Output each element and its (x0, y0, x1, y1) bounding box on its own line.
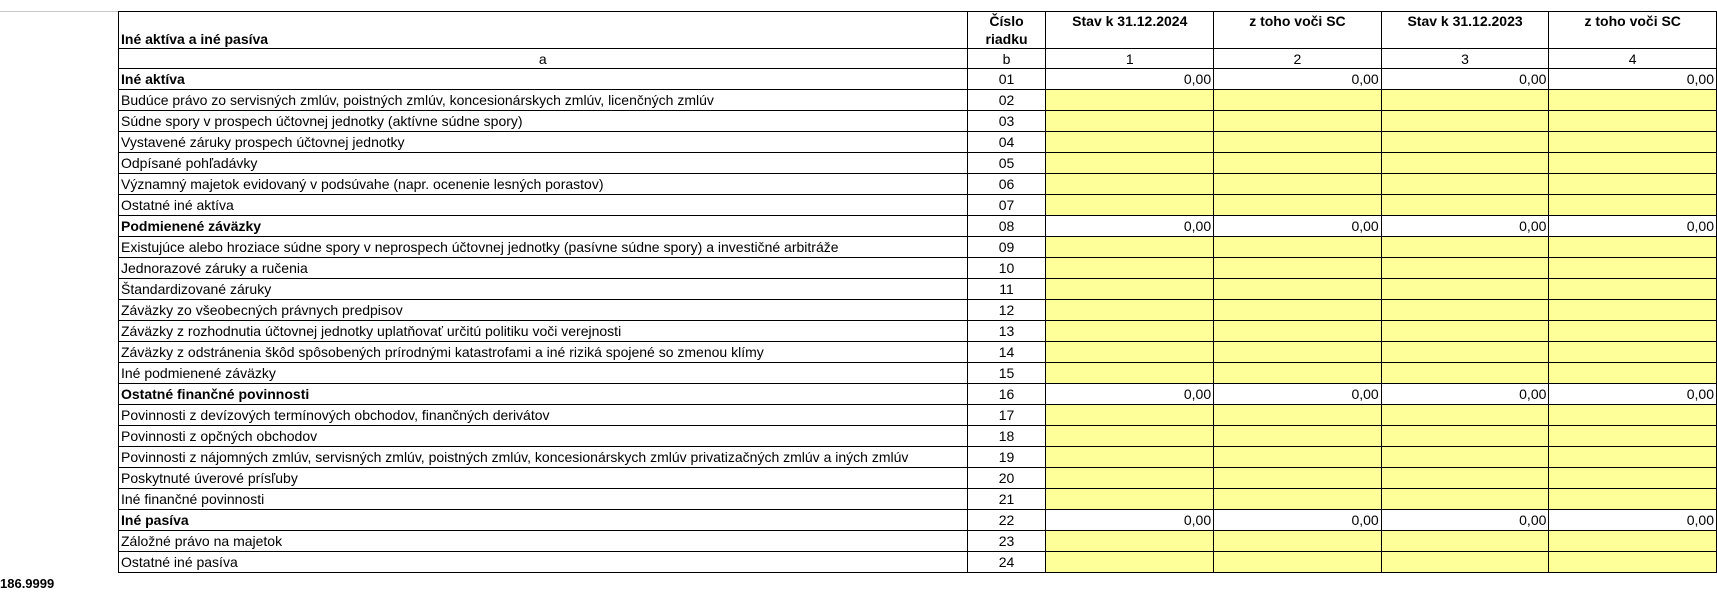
value-cell-col4[interactable] (1549, 552, 1717, 573)
value-cell-col4[interactable] (1549, 258, 1717, 279)
value-cell-col2[interactable] (1214, 132, 1382, 153)
value-cell-col2[interactable] (1214, 426, 1382, 447)
table-row (119, 195, 1717, 216)
row-number-cell[interactable]: 18 (967, 426, 1046, 447)
row-label-cell[interactable]: Významný majetok evidovaný v podsúvahe (napr. ocenenie lesných porastov) (119, 174, 968, 195)
value-cell-col4[interactable] (1549, 405, 1717, 426)
value-cell-col3[interactable] (1381, 531, 1549, 552)
table-row (119, 111, 1717, 132)
value-cell-col1[interactable] (1046, 237, 1214, 258)
value-cell-col2[interactable] (1214, 468, 1382, 489)
value-cell-col1[interactable] (1046, 342, 1214, 363)
value-cell-col4[interactable] (1549, 321, 1717, 342)
row-number-cell[interactable]: 23 (967, 531, 1046, 552)
row-number-cell[interactable]: 05 (967, 153, 1046, 174)
row-label-cell[interactable]: Záväzky z odstránenia škôd spôsobených prírodnými katastrofami a iné riziká spojené so zmenou klímy (119, 342, 968, 363)
value-cell-col3[interactable]: 0,00 (1381, 384, 1549, 405)
value-cell-col3[interactable] (1381, 132, 1549, 153)
row-number-cell[interactable]: 24 (967, 552, 1046, 573)
row-label-cell[interactable]: Odpísané pohľadávky (119, 153, 968, 174)
value-cell-col1[interactable] (1046, 426, 1214, 447)
row-number-cell[interactable]: 16 (967, 384, 1046, 405)
header-row-number-label: Číslo riadku (985, 13, 1028, 47)
row-number-cell[interactable]: 21 (967, 489, 1046, 510)
value-cell-col2[interactable]: 0,00 (1214, 384, 1382, 405)
row-label-cell[interactable]: Iné aktíva (119, 69, 968, 90)
table-row (119, 132, 1717, 153)
value-cell-col2[interactable] (1214, 153, 1382, 174)
value-cell-col2[interactable] (1214, 90, 1382, 111)
value-cell-col1[interactable]: 0,00 (1046, 384, 1214, 405)
table-row (119, 258, 1717, 279)
value-cell-col3[interactable] (1381, 258, 1549, 279)
value-cell-col1[interactable]: 0,00 (1046, 69, 1214, 90)
value-cell-col2[interactable] (1214, 237, 1382, 258)
column-letters-row (119, 49, 1717, 69)
value-cell-col1[interactable] (1046, 489, 1214, 510)
table-row (119, 489, 1717, 510)
row-label-cell[interactable]: Štandardizované záruky (119, 279, 968, 300)
value-cell-col2[interactable]: 0,00 (1214, 510, 1382, 531)
row-number-cell[interactable]: 08 (967, 216, 1046, 237)
row-label-cell[interactable]: Iné pasíva (119, 510, 968, 531)
table-row (119, 237, 1717, 258)
row-label-cell[interactable]: Súdne spory v prospech účtovnej jednotky (aktívne súdne spory) (119, 111, 968, 132)
value-cell-col1[interactable]: 0,00 (1046, 510, 1214, 531)
footer-value: 186.9999 (0, 576, 55, 591)
table-row (119, 447, 1717, 468)
value-cell-col4[interactable] (1549, 132, 1717, 153)
value-cell-col3[interactable] (1381, 489, 1549, 510)
header-row-number-cell[interactable] (967, 12, 1046, 49)
row-label-cell[interactable]: Existujúce alebo hroziace súdne spory v neprospech účtovnej jednotky (pasívne súdne spory) a investičné arbitráže (119, 237, 968, 258)
value-cell-col4[interactable] (1549, 195, 1717, 216)
table-row (119, 300, 1717, 321)
row-label-cell[interactable]: Jednorazové záruky a ručenia (119, 258, 968, 279)
table-row (119, 426, 1717, 447)
header-col2-cell[interactable]: z toho voči SC (1214, 12, 1382, 49)
value-cell-col1[interactable] (1046, 132, 1214, 153)
value-cell-col3[interactable] (1381, 153, 1549, 174)
row-number-cell[interactable]: 15 (967, 363, 1046, 384)
value-cell-col4[interactable] (1549, 468, 1717, 489)
value-cell-col2[interactable] (1214, 279, 1382, 300)
row-number-cell[interactable]: 10 (967, 258, 1046, 279)
value-cell-col1[interactable] (1046, 531, 1214, 552)
header-col1-cell[interactable]: Stav k 31.12.2024 (1046, 12, 1214, 49)
column-letter-4[interactable]: 4 (1549, 49, 1717, 69)
row-label-cell[interactable]: Záväzky zo všeobecných právnych predpisov (119, 300, 968, 321)
row-number-cell[interactable]: 14 (967, 342, 1046, 363)
row-label-cell[interactable]: Ostatné iné aktíva (119, 195, 968, 216)
value-cell-col4[interactable]: 0,00 (1549, 69, 1717, 90)
value-cell-col2[interactable] (1214, 531, 1382, 552)
value-cell-col2[interactable] (1214, 300, 1382, 321)
row-number-cell[interactable]: 13 (967, 321, 1046, 342)
column-letter-b[interactable]: b (967, 49, 1046, 69)
value-cell-col2[interactable] (1214, 195, 1382, 216)
row-number-cell[interactable]: 09 (967, 237, 1046, 258)
value-cell-col3[interactable] (1381, 300, 1549, 321)
row-number-cell[interactable]: 17 (967, 405, 1046, 426)
row-label-cell[interactable]: Poskytnuté úverové prísľuby (119, 468, 968, 489)
value-cell-col3[interactable] (1381, 237, 1549, 258)
row-label-cell[interactable]: Budúce právo zo servisných zmlúv, poistných zmlúv, koncesionárskych zmlúv, licenčných zmlúv (119, 90, 968, 111)
row-number-cell[interactable]: 11 (967, 279, 1046, 300)
value-cell-col4[interactable] (1549, 300, 1717, 321)
value-cell-col2[interactable] (1214, 489, 1382, 510)
value-cell-col1[interactable] (1046, 300, 1214, 321)
column-letter-1[interactable]: 1 (1046, 49, 1214, 69)
column-letter-2[interactable]: 2 (1214, 49, 1382, 69)
header-col3-cell[interactable]: Stav k 31.12.2023 (1381, 12, 1549, 49)
value-cell-col4[interactable] (1549, 111, 1717, 132)
value-cell-col1[interactable] (1046, 447, 1214, 468)
value-cell-col1[interactable] (1046, 90, 1214, 111)
row-label-cell[interactable]: Iné podmienené záväzky (119, 363, 968, 384)
value-cell-col3[interactable]: 0,00 (1381, 69, 1549, 90)
value-cell-col2[interactable] (1214, 174, 1382, 195)
table-row (119, 321, 1717, 342)
value-cell-col4[interactable] (1549, 237, 1717, 258)
table-row (119, 531, 1717, 552)
table-row (119, 153, 1717, 174)
header-title-cell[interactable]: Iné aktíva a iné pasíva (119, 12, 968, 49)
row-label-cell[interactable]: Povinnosti z nájomných zmlúv, servisných zmlúv, poistných zmlúv, koncesionárskych zmlúv privatizačných zmlúv a iných zmlúv (119, 447, 968, 468)
value-cell-col3[interactable] (1381, 552, 1549, 573)
value-cell-col3[interactable]: 0,00 (1381, 510, 1549, 531)
row-label-cell[interactable]: Iné finančné povinnosti (119, 489, 968, 510)
value-cell-col4[interactable]: 0,00 (1549, 384, 1717, 405)
value-cell-col2[interactable] (1214, 552, 1382, 573)
table-row (119, 552, 1717, 573)
row-label-cell[interactable]: Ostatné finančné povinnosti (119, 384, 968, 405)
row-number-cell[interactable]: 04 (967, 132, 1046, 153)
value-cell-col3[interactable] (1381, 279, 1549, 300)
value-cell-col2[interactable] (1214, 405, 1382, 426)
value-cell-col4[interactable] (1549, 489, 1717, 510)
value-cell-col3[interactable] (1381, 363, 1549, 384)
value-cell-col1[interactable] (1046, 363, 1214, 384)
row-label-cell[interactable]: Podmienené záväzky (119, 216, 968, 237)
value-cell-col4[interactable] (1549, 174, 1717, 195)
table-row (119, 174, 1717, 195)
value-cell-col2[interactable]: 0,00 (1214, 69, 1382, 90)
value-cell-col1[interactable] (1046, 258, 1214, 279)
table-row (119, 69, 1717, 90)
row-label-cell[interactable]: Povinnosti z opčných obchodov (119, 426, 968, 447)
value-cell-col1[interactable] (1046, 111, 1214, 132)
value-cell-col2[interactable]: 0,00 (1214, 216, 1382, 237)
value-cell-col4[interactable] (1549, 153, 1717, 174)
value-cell-col3[interactable]: 0,00 (1381, 216, 1549, 237)
table-row (119, 405, 1717, 426)
value-cell-col2[interactable] (1214, 447, 1382, 468)
value-cell-col2[interactable] (1214, 258, 1382, 279)
value-cell-col3[interactable] (1381, 111, 1549, 132)
row-number-cell[interactable]: 07 (967, 195, 1046, 216)
value-cell-col1[interactable] (1046, 174, 1214, 195)
value-cell-col2[interactable] (1214, 363, 1382, 384)
table-row (119, 90, 1717, 111)
value-cell-col4[interactable] (1549, 342, 1717, 363)
row-number-cell[interactable]: 19 (967, 447, 1046, 468)
row-number-cell[interactable]: 03 (967, 111, 1046, 132)
value-cell-col3[interactable] (1381, 447, 1549, 468)
value-cell-col4[interactable] (1549, 90, 1717, 111)
row-label-cell[interactable]: Záložné právo na majetok (119, 531, 968, 552)
row-label-cell[interactable]: Vystavené záruky prospech účtovnej jednotky (119, 132, 968, 153)
value-cell-col3[interactable] (1381, 90, 1549, 111)
value-cell-col1[interactable] (1046, 195, 1214, 216)
value-cell-col1[interactable] (1046, 552, 1214, 573)
value-cell-col3[interactable] (1381, 174, 1549, 195)
value-cell-col3[interactable] (1381, 426, 1549, 447)
value-cell-col4[interactable]: 0,00 (1549, 216, 1717, 237)
value-cell-col2[interactable] (1214, 342, 1382, 363)
row-label-cell[interactable]: Povinnosti z devízových termínových obchodov, finančných derivátov (119, 405, 968, 426)
row-number-cell[interactable]: 22 (967, 510, 1046, 531)
row-label-cell[interactable]: Ostatné iné pasíva (119, 552, 968, 573)
value-cell-col4[interactable] (1549, 279, 1717, 300)
row-number-cell[interactable]: 12 (967, 300, 1046, 321)
header-row (119, 12, 1717, 49)
row-number-cell[interactable]: 06 (967, 174, 1046, 195)
value-cell-col1[interactable] (1046, 321, 1214, 342)
value-cell-col4[interactable] (1549, 363, 1717, 384)
table-row (119, 216, 1717, 237)
value-cell-col1[interactable] (1046, 279, 1214, 300)
table-row (119, 342, 1717, 363)
row-label-cell[interactable]: Záväzky z rozhodnutia účtovnej jednotky uplatňovať určitú politiku voči verejnosti (119, 321, 968, 342)
value-cell-col3[interactable] (1381, 321, 1549, 342)
value-cell-col1[interactable] (1046, 468, 1214, 489)
value-cell-col4[interactable] (1549, 426, 1717, 447)
value-cell-col1[interactable]: 0,00 (1046, 216, 1214, 237)
value-cell-col4[interactable] (1549, 531, 1717, 552)
header-col4-cell[interactable]: z toho voči SC (1549, 12, 1717, 49)
value-cell-col1[interactable] (1046, 153, 1214, 174)
value-cell-col4[interactable] (1549, 447, 1717, 468)
value-cell-col2[interactable] (1214, 321, 1382, 342)
value-cell-col3[interactable] (1381, 342, 1549, 363)
value-cell-col1[interactable] (1046, 405, 1214, 426)
row-number-cell[interactable]: 20 (967, 468, 1046, 489)
value-cell-col3[interactable] (1381, 468, 1549, 489)
value-cell-col2[interactable] (1214, 111, 1382, 132)
value-cell-col4[interactable]: 0,00 (1549, 510, 1717, 531)
table-row (119, 384, 1717, 405)
table-row (119, 279, 1717, 300)
table-row (119, 510, 1717, 531)
column-letter-a[interactable]: a (119, 49, 968, 69)
table-row (119, 363, 1717, 384)
column-letter-3[interactable]: 3 (1381, 49, 1549, 69)
spreadsheet-table (118, 11, 1717, 573)
value-cell-col3[interactable] (1381, 195, 1549, 216)
row-number-cell[interactable]: 02 (967, 90, 1046, 111)
value-cell-col3[interactable] (1381, 405, 1549, 426)
row-number-cell[interactable]: 01 (967, 69, 1046, 90)
table-row (119, 468, 1717, 489)
